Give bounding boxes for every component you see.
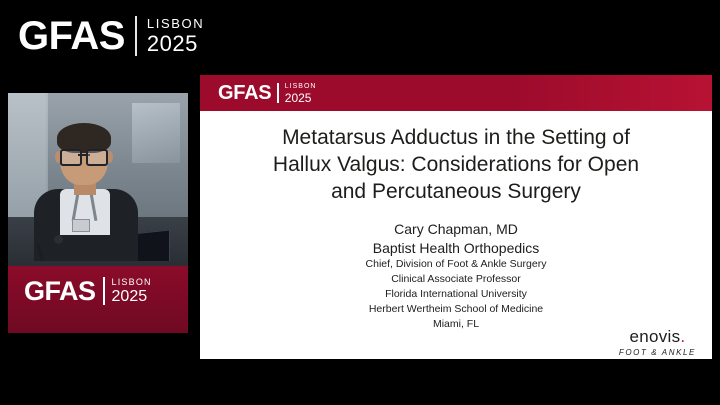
presenter-affiliation: Chief, Division of Foot & Ankle Surgery [365,258,547,271]
slide-logo-divider [277,83,279,103]
podium-logo-city: LISBON [111,276,152,287]
podium-logo-divider [103,277,105,305]
conference-logo-year: 2025 [146,31,198,56]
slide-body [200,125,712,373]
presenter-affiliation: Miami, FL [432,318,480,331]
conference-logo-place [147,17,204,55]
slide-title-line-1: Metatarsus Adductus in the Setting of [282,126,630,149]
slide-logo-city: LISBON [284,82,317,90]
presenter-block [200,220,712,332]
slide-title-line-2: Hallux Valgus: Considerations for Open [272,152,640,176]
podium-logo-name: GFAS [24,275,96,306]
podium-logo-place [112,278,152,305]
podium [8,261,188,333]
conference-logo [18,10,204,62]
slide-header-logo [218,83,316,104]
slide-logo-name: GFAS [218,82,272,104]
podium-top-edge [8,261,188,266]
slide-header [200,75,712,111]
slide-logo-place [285,83,317,104]
logo-divider [135,16,137,56]
microphone-icon [54,235,63,244]
sponsor-logo [619,327,696,357]
presenter-organization: Baptist Health Orthopedics [372,239,540,256]
sponsor-dot: . [680,327,686,346]
glasses-bridge [78,154,90,156]
podium-logo-year: 2025 [111,287,148,305]
slide[interactable] [200,75,712,359]
slide-title-line-3: and Percutaneous Surgery [331,179,581,203]
slide-title [222,125,690,206]
sponsor-name [619,327,696,347]
sponsor-name-text: enovis [629,327,681,346]
podium-logo [24,277,152,305]
presenter-affiliation: Florida International University [385,288,527,301]
window-glare [132,103,180,163]
conference-logo-name: GFAS [18,14,125,58]
presenter-affiliation: Clinical Associate Professor [391,273,521,286]
conference-logo-city: LISBON [146,16,205,31]
slide-logo-year: 2025 [284,90,312,105]
badge-icon [72,219,90,232]
presenter-affiliation: Herbert Wertheim School of Medicine [368,303,544,316]
presenter-name: Cary Chapman, MD [394,220,518,237]
speaker-video[interactable] [8,93,188,333]
glasses-icon [60,149,108,163]
sponsor-tagline: FOOT & ANKLE [618,348,696,357]
